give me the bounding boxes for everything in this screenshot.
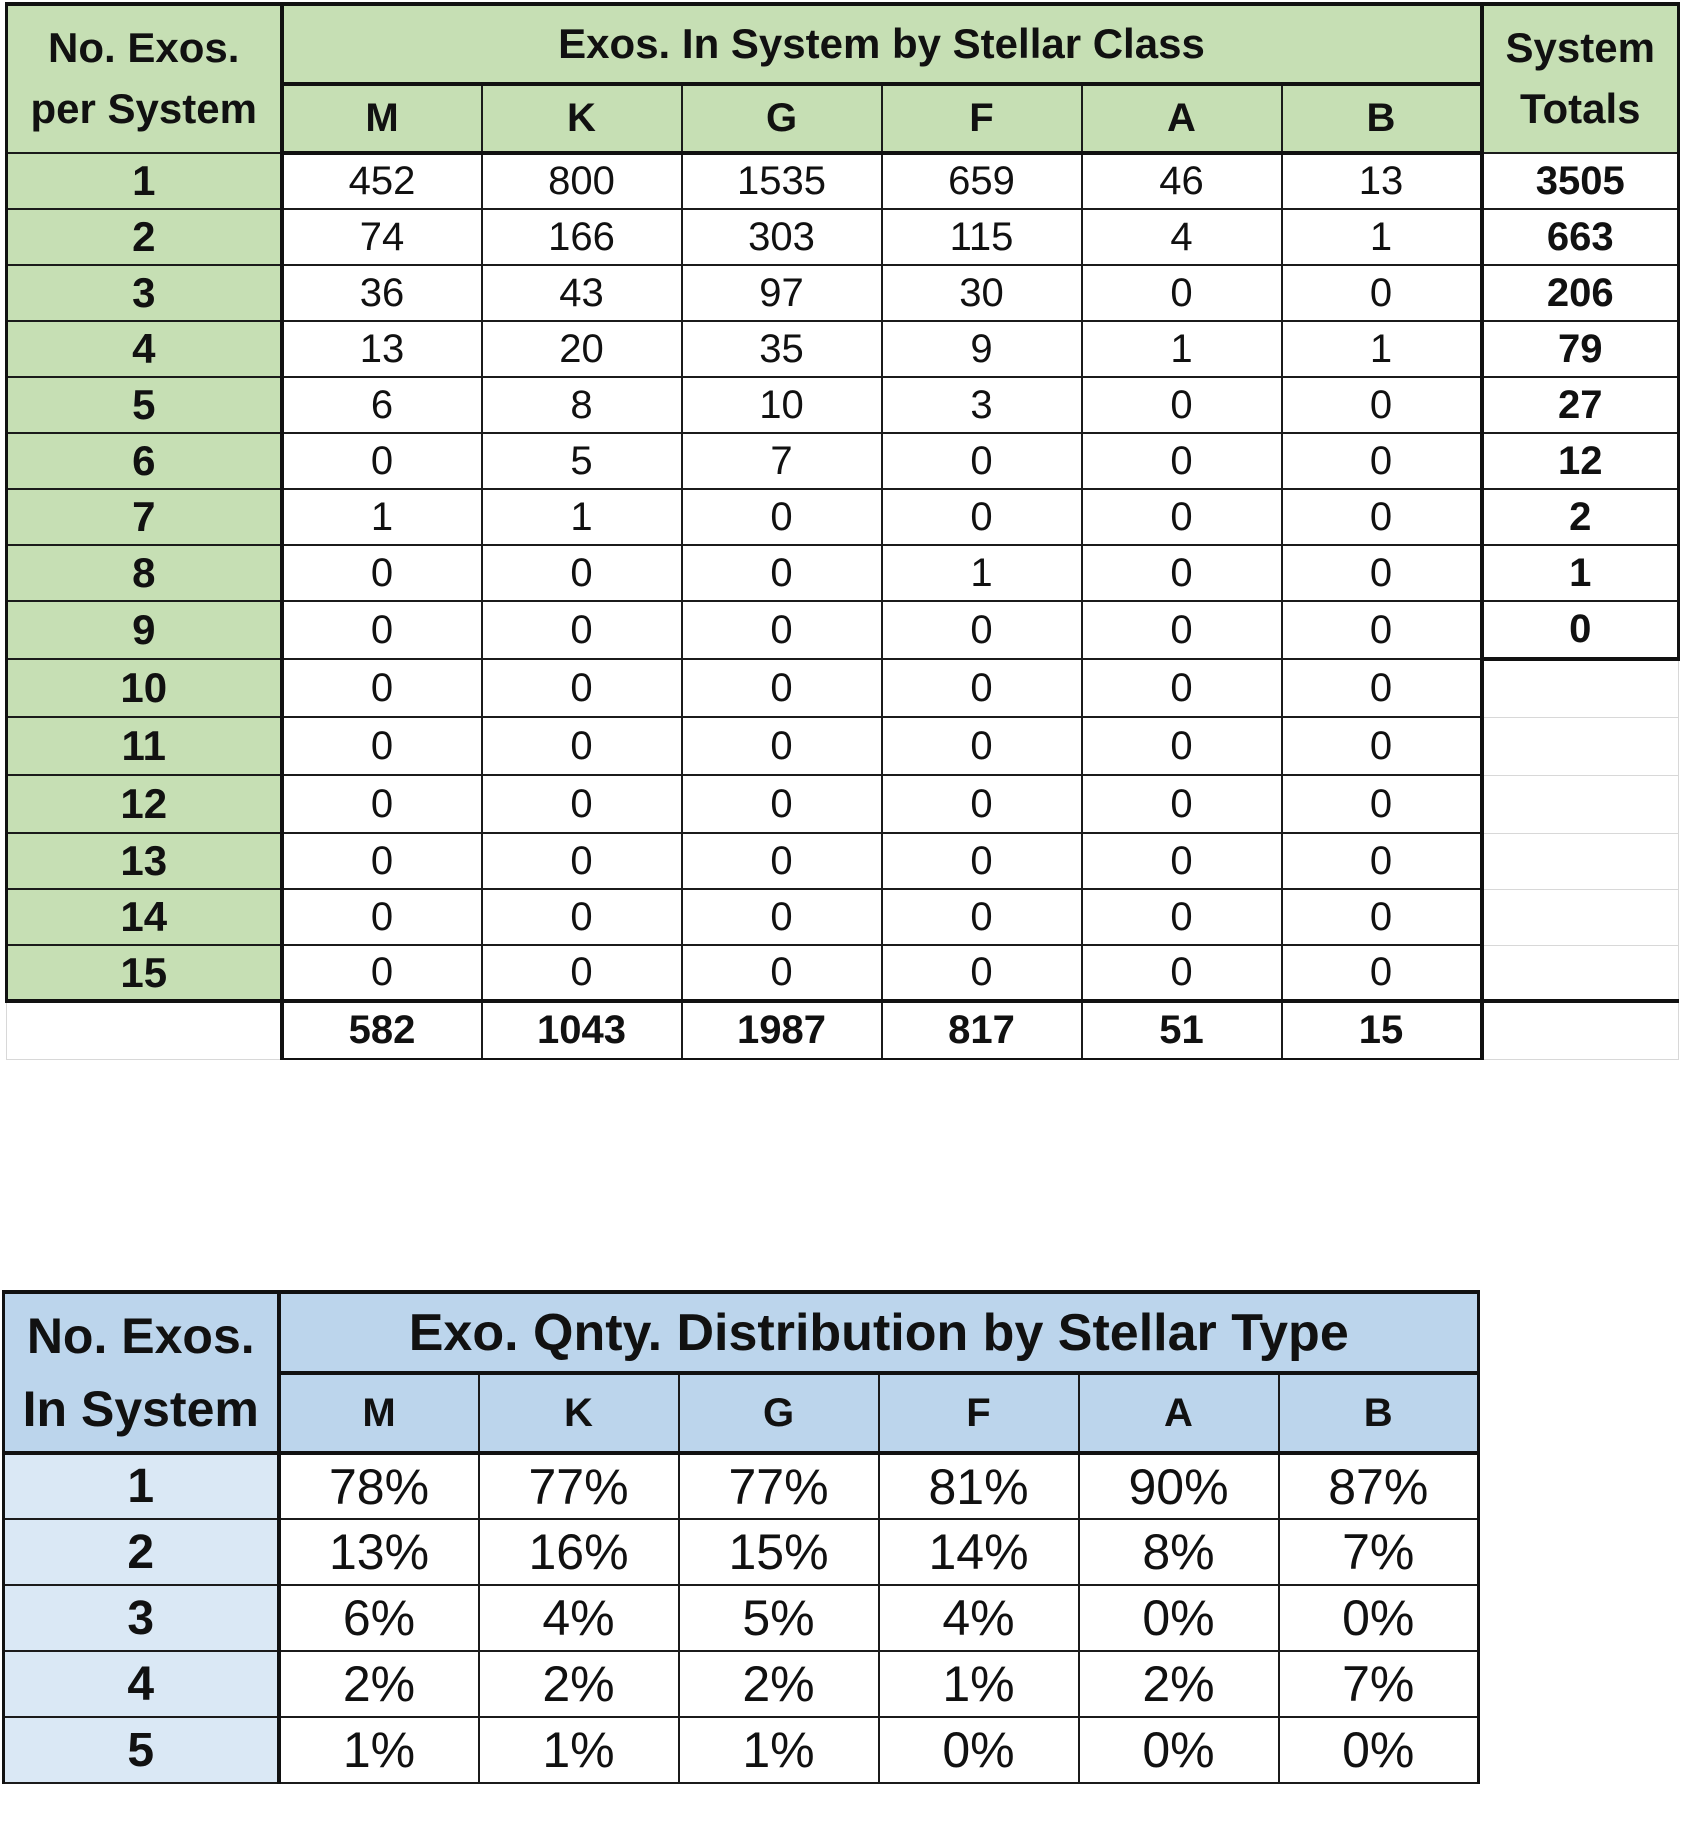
- column-total-cell: 51: [1082, 1001, 1282, 1059]
- value-cell: 1: [1282, 209, 1482, 265]
- value-cell: 13: [282, 321, 482, 377]
- value-cell: 166: [482, 209, 682, 265]
- value-cell: 0: [1282, 889, 1482, 945]
- row-header-cell: [7, 4, 282, 153]
- value-cell: 0: [1082, 833, 1282, 889]
- row-header-line1: No. Exos.: [26, 1308, 255, 1364]
- percent-cell: 77%: [679, 1453, 879, 1519]
- empty-total-cell: [1482, 775, 1679, 833]
- row-label: 10: [7, 659, 282, 717]
- value-cell: 43: [482, 265, 682, 321]
- value-cell: 0: [882, 889, 1082, 945]
- value-cell: 0: [1282, 601, 1482, 659]
- value-cell: 800: [482, 153, 682, 209]
- value-cell: 97: [682, 265, 882, 321]
- value-cell: 0: [1282, 775, 1482, 833]
- row-label: 14: [7, 889, 282, 945]
- value-cell: 0: [682, 659, 882, 717]
- value-cell: 0: [282, 833, 482, 889]
- row-label: 4: [7, 321, 282, 377]
- empty-total-cell: [1482, 945, 1679, 1001]
- value-cell: 0: [1282, 265, 1482, 321]
- value-cell: 0: [682, 889, 882, 945]
- percent-cell: 0%: [1279, 1717, 1479, 1783]
- row-label: 9: [7, 601, 282, 659]
- column-total-cell: 582: [282, 1001, 482, 1059]
- value-cell: 0: [682, 945, 882, 1001]
- table-row: [7, 153, 1679, 209]
- row-label: 8: [7, 545, 282, 601]
- blank-cell: [7, 1001, 282, 1059]
- system-total-cell: 27: [1482, 377, 1679, 433]
- percent-cell: 4%: [879, 1585, 1079, 1651]
- value-cell: 1: [282, 489, 482, 545]
- table-row: [7, 659, 1679, 717]
- value-cell: 0: [282, 545, 482, 601]
- table-row: [7, 833, 1679, 889]
- class-header-m: M: [279, 1373, 479, 1453]
- value-cell: 0: [682, 833, 882, 889]
- system-total-cell: 1: [1482, 545, 1679, 601]
- value-cell: 0: [882, 945, 1082, 1001]
- row-label: 13: [7, 833, 282, 889]
- class-header-k: K: [479, 1373, 679, 1453]
- value-cell: 0: [882, 833, 1082, 889]
- percent-cell: 90%: [1079, 1453, 1279, 1519]
- percent-cell: 0%: [1079, 1585, 1279, 1651]
- value-cell: 659: [882, 153, 1082, 209]
- table-row: [7, 545, 1679, 601]
- class-header-a: A: [1082, 84, 1282, 153]
- row-label: 5: [7, 377, 282, 433]
- column-total-cell: 1987: [682, 1001, 882, 1059]
- row-label: 6: [7, 433, 282, 489]
- class-header-k: K: [482, 84, 682, 153]
- empty-total-cell: [1482, 717, 1679, 775]
- value-cell: 20: [482, 321, 682, 377]
- value-cell: 36: [282, 265, 482, 321]
- class-header-m: M: [282, 84, 482, 153]
- totals-header-line1: System: [1505, 24, 1655, 72]
- value-cell: 0: [482, 833, 682, 889]
- row-label: 7: [7, 489, 282, 545]
- table-row: [7, 717, 1679, 775]
- value-cell: 115: [882, 209, 1082, 265]
- percent-cell: 1%: [279, 1717, 479, 1783]
- system-total-cell: 79: [1482, 321, 1679, 377]
- value-cell: 0: [482, 717, 682, 775]
- value-cell: 0: [1282, 545, 1482, 601]
- system-total-cell: 663: [1482, 209, 1679, 265]
- value-cell: 0: [1082, 433, 1282, 489]
- value-cell: 0: [282, 717, 482, 775]
- value-cell: 0: [1082, 945, 1282, 1001]
- value-cell: 1: [1082, 321, 1282, 377]
- value-cell: 0: [282, 601, 482, 659]
- table-row: [4, 1453, 1479, 1519]
- class-header-b: B: [1282, 84, 1482, 153]
- class-header-g: G: [679, 1373, 879, 1453]
- column-total-cell: 817: [882, 1001, 1082, 1059]
- row-label: 4: [4, 1651, 279, 1717]
- percent-cell: 14%: [879, 1519, 1079, 1585]
- percent-cell: 78%: [279, 1453, 479, 1519]
- percent-cell: 87%: [1279, 1453, 1479, 1519]
- value-cell: 0: [882, 489, 1082, 545]
- class-header-a: A: [1079, 1373, 1279, 1453]
- totals-header-line2: Totals: [1519, 85, 1641, 132]
- percent-cell: 8%: [1079, 1519, 1279, 1585]
- class-header-g: G: [682, 84, 882, 153]
- row-label: 2: [7, 209, 282, 265]
- value-cell: 0: [1282, 717, 1482, 775]
- row-label: 3: [7, 265, 282, 321]
- system-total-cell: 2: [1482, 489, 1679, 545]
- value-cell: 0: [882, 775, 1082, 833]
- row-header-line2: In System: [22, 1380, 259, 1437]
- exos-by-stellar-class-table: [5, 2, 1680, 1060]
- row-label: 1: [4, 1453, 279, 1519]
- percent-cell: 16%: [479, 1519, 679, 1585]
- table-row: [7, 489, 1679, 545]
- system-total-cell: 206: [1482, 265, 1679, 321]
- system-totals-header: [1482, 4, 1679, 153]
- percent-cell: 77%: [479, 1453, 679, 1519]
- value-cell: 0: [882, 433, 1082, 489]
- value-cell: 0: [1082, 377, 1282, 433]
- table-row: [7, 209, 1679, 265]
- percent-cell: 2%: [479, 1651, 679, 1717]
- row-label: 2: [4, 1519, 279, 1585]
- value-cell: 0: [882, 601, 1082, 659]
- table-row: [7, 377, 1679, 433]
- row-label: 5: [4, 1717, 279, 1783]
- table-row: [7, 321, 1679, 377]
- value-cell: 1: [1282, 321, 1482, 377]
- value-cell: 1535: [682, 153, 882, 209]
- column-total-cell: 1043: [482, 1001, 682, 1059]
- table-row: [4, 1519, 1479, 1585]
- value-cell: 1: [482, 489, 682, 545]
- system-total-cell: 0: [1482, 601, 1679, 659]
- value-cell: 0: [282, 945, 482, 1001]
- percent-cell: 7%: [1279, 1651, 1479, 1717]
- value-cell: 0: [1082, 265, 1282, 321]
- value-cell: 0: [1082, 601, 1282, 659]
- value-cell: 0: [682, 601, 882, 659]
- column-total-cell: 15: [1282, 1001, 1482, 1059]
- value-cell: 0: [282, 889, 482, 945]
- value-cell: 7: [682, 433, 882, 489]
- row-label: 11: [7, 717, 282, 775]
- percent-cell: 5%: [679, 1585, 879, 1651]
- value-cell: 452: [282, 153, 482, 209]
- percent-cell: 7%: [1279, 1519, 1479, 1585]
- table-row: [4, 1717, 1479, 1783]
- percent-cell: 1%: [479, 1717, 679, 1783]
- value-cell: 30: [882, 265, 1082, 321]
- percent-cell: 6%: [279, 1585, 479, 1651]
- system-total-cell: 3505: [1482, 153, 1679, 209]
- percent-cell: 2%: [1079, 1651, 1279, 1717]
- value-cell: 0: [882, 717, 1082, 775]
- value-cell: 0: [482, 545, 682, 601]
- row-label: 1: [7, 153, 282, 209]
- percent-cell: 0%: [879, 1717, 1079, 1783]
- value-cell: 0: [482, 659, 682, 717]
- value-cell: 10: [682, 377, 882, 433]
- value-cell: 0: [1082, 717, 1282, 775]
- system-total-cell: 12: [1482, 433, 1679, 489]
- table-row: [7, 945, 1679, 1001]
- value-cell: 3: [882, 377, 1082, 433]
- value-cell: 0: [682, 545, 882, 601]
- row-label: 12: [7, 775, 282, 833]
- class-header-b: B: [1279, 1373, 1479, 1453]
- percent-cell: 0%: [1279, 1585, 1479, 1651]
- value-cell: 0: [1282, 377, 1482, 433]
- value-cell: 46: [1082, 153, 1282, 209]
- value-cell: 0: [1282, 433, 1482, 489]
- empty-total-cell: [1482, 659, 1679, 717]
- value-cell: 74: [282, 209, 482, 265]
- value-cell: 0: [282, 775, 482, 833]
- value-cell: 0: [1082, 489, 1282, 545]
- percent-cell: 81%: [879, 1453, 1079, 1519]
- class-header-f: F: [879, 1373, 1079, 1453]
- value-cell: 4: [1082, 209, 1282, 265]
- empty-total-cell: [1482, 889, 1679, 945]
- value-cell: 0: [1282, 945, 1482, 1001]
- table-row: [7, 265, 1679, 321]
- value-cell: 0: [482, 601, 682, 659]
- value-cell: 0: [1082, 775, 1282, 833]
- value-cell: 0: [882, 659, 1082, 717]
- column-totals-row: [7, 1001, 1679, 1059]
- value-cell: 5: [482, 433, 682, 489]
- table-title: Exos. In System by Stellar Class: [282, 4, 1482, 84]
- table-row: [4, 1651, 1479, 1717]
- percent-cell: 15%: [679, 1519, 879, 1585]
- value-cell: 0: [482, 889, 682, 945]
- row-label: 15: [7, 945, 282, 1001]
- value-cell: 0: [282, 433, 482, 489]
- row-header-line2: per System: [30, 85, 257, 132]
- percent-cell: 4%: [479, 1585, 679, 1651]
- table-row: [4, 1585, 1479, 1651]
- distribution-by-stellar-type-table: [2, 1290, 1480, 1784]
- percent-cell: 1%: [879, 1651, 1079, 1717]
- value-cell: 0: [682, 489, 882, 545]
- value-cell: 0: [282, 659, 482, 717]
- table-row: [7, 601, 1679, 659]
- row-header-cell: [4, 1292, 279, 1453]
- row-header-line1: No. Exos.: [48, 24, 240, 72]
- value-cell: 0: [682, 717, 882, 775]
- value-cell: 6: [282, 377, 482, 433]
- percent-cell: 2%: [679, 1651, 879, 1717]
- value-cell: 0: [1282, 833, 1482, 889]
- percent-cell: 2%: [279, 1651, 479, 1717]
- value-cell: 0: [682, 775, 882, 833]
- class-header-f: F: [882, 84, 1082, 153]
- value-cell: 8: [482, 377, 682, 433]
- row-label: 3: [4, 1585, 279, 1651]
- value-cell: 0: [1082, 889, 1282, 945]
- value-cell: 0: [482, 945, 682, 1001]
- empty-total-cell: [1482, 833, 1679, 889]
- percent-cell: 1%: [679, 1717, 879, 1783]
- percent-cell: 13%: [279, 1519, 479, 1585]
- table-row: [7, 433, 1679, 489]
- value-cell: 0: [1082, 659, 1282, 717]
- value-cell: 0: [482, 775, 682, 833]
- value-cell: 303: [682, 209, 882, 265]
- value-cell: 9: [882, 321, 1082, 377]
- value-cell: 13: [1282, 153, 1482, 209]
- table-row: [7, 889, 1679, 945]
- table-row: [7, 775, 1679, 833]
- value-cell: 0: [1082, 545, 1282, 601]
- percent-cell: 0%: [1079, 1717, 1279, 1783]
- value-cell: 1: [882, 545, 1082, 601]
- empty-total-cell: [1482, 1001, 1679, 1059]
- value-cell: 35: [682, 321, 882, 377]
- table-title: Exo. Qnty. Distribution by Stellar Type: [279, 1292, 1479, 1373]
- value-cell: 0: [1282, 659, 1482, 717]
- value-cell: 0: [1282, 489, 1482, 545]
